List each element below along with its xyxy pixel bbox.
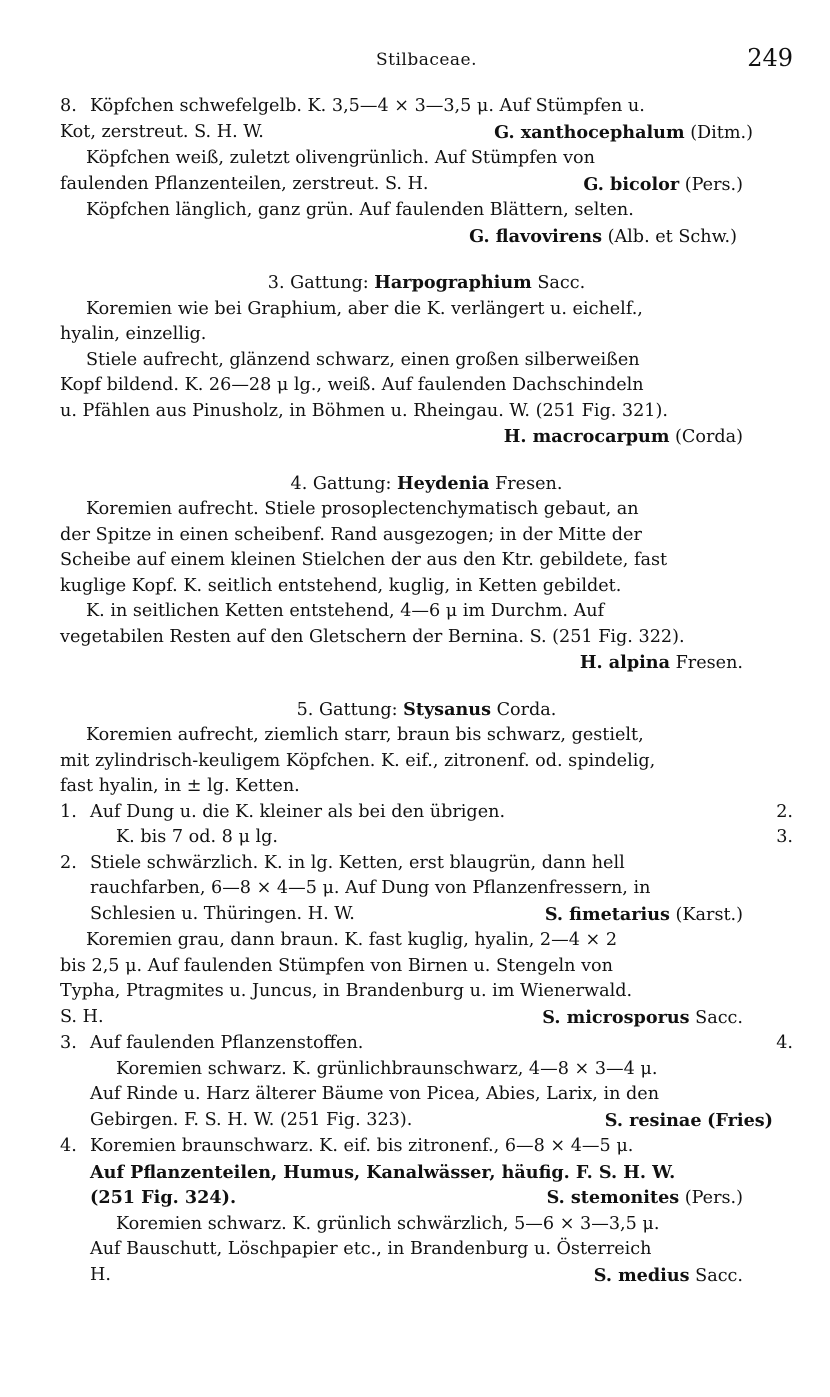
key-entry-2 xyxy=(60,851,793,877)
species-name: G. bicolor xyxy=(583,173,680,195)
locality-text: Kot, zerstreut. S. H. W. xyxy=(60,121,264,142)
locality-text: (251 Fig. 324). xyxy=(90,1187,237,1208)
key-text: K. bis 7 od. 8 μ lg. xyxy=(116,827,278,847)
key-reference: 3. xyxy=(776,827,793,847)
key-text-line: Koremien grau, dann braun. K. fast kuglig, hyalin, 2—4 × 2 xyxy=(86,930,618,950)
key-reference: 4. xyxy=(776,1033,793,1053)
key-text-line: rauchfarben, 6—8 × 4—5 μ. Auf Dung von Pflanzenfressern, in xyxy=(90,878,651,898)
key-text: Auf Dung u. die K. kleiner als bei den übrigen. xyxy=(90,801,506,822)
genus-author: Fresen. xyxy=(495,473,563,494)
species-name-group xyxy=(547,1185,743,1212)
species-line xyxy=(60,1005,793,1032)
running-title: Stilbaceae. xyxy=(375,50,478,70)
species-name: S. resinae xyxy=(604,1109,702,1131)
species-line xyxy=(60,120,793,147)
species-line xyxy=(90,1263,793,1290)
species-author: (Fries) xyxy=(707,1109,773,1131)
key-text-line: Koremien schwarz. K. grünlichbraunschwarz, 4—8 × 3—4 μ. xyxy=(116,1058,658,1079)
genus-description-line: Koremien aufrecht, ziemlich starr, braun bis schwarz, gestielt, xyxy=(86,725,644,745)
species-author: (Ditm.) xyxy=(690,122,753,143)
species-description-line: u. Pfählen aus Pinusholz, in Böhmen u. Rheingau. W. (251 Fig. 321). xyxy=(60,400,668,421)
genus-description-line: hyalin, einzellig. xyxy=(60,324,207,344)
species-name: G. xanthocephalum xyxy=(494,121,685,143)
key-number: 8. xyxy=(60,96,77,116)
genus-description-line: mit zylindrisch-keuligem Köpfchen. K. eif., zitronenf. od. spindelig, xyxy=(60,750,656,771)
key-text: Auf faulenden Pflanzenstoffen. xyxy=(90,1033,364,1053)
key-text-line: Koremien braunschwarz. K. eif. bis zitronenf., 6—8 × 4—5 μ. xyxy=(90,1136,634,1156)
page-number: 249 xyxy=(747,44,793,72)
key-text-line: Koremien schwarz. K. grünlich schwärzlich, 5—6 × 3—3,5 μ. xyxy=(116,1213,660,1234)
species-description-line: vegetabilen Resten auf den Gletschern der Bernina. S. (251 Fig. 322). xyxy=(60,626,685,647)
genus-description-line: Koremien aufrecht. Stiele prosoplectenchymatisch gebaut, an xyxy=(86,499,639,519)
genus-description-line: der Spitze in einen scheibenf. Rand ausgezogen; in der Mitte der xyxy=(60,524,642,545)
key-entry-1b xyxy=(60,825,793,851)
species-line xyxy=(60,172,793,199)
genus-name: Harpographium xyxy=(374,272,532,293)
genus-heading xyxy=(60,270,793,297)
key-text-line: Auf Rinde u. Harz älterer Bäume von Picea, Abies, Larix, in den xyxy=(90,1084,660,1104)
locality-text: S. H. xyxy=(60,1006,104,1027)
species-name-group xyxy=(605,1108,773,1135)
species-name-group xyxy=(594,1263,743,1290)
species-name: S. stemonites xyxy=(546,1187,680,1208)
species-line xyxy=(90,1108,793,1135)
species-name: H. alpina xyxy=(579,652,670,673)
genus-heading xyxy=(60,471,793,498)
genus-heading xyxy=(60,697,793,724)
species-line xyxy=(90,1185,793,1212)
key-text-line: Köpfchen weiß, zuletzt olivengrünlich. Auf Stümpfen von xyxy=(86,148,595,168)
key-text-line: Köpfchen länglich, ganz grün. Auf faulenden Blättern, selten. xyxy=(86,200,634,220)
key-entry-3b xyxy=(60,1057,793,1135)
species-line xyxy=(60,224,737,251)
species-name: S. microsporus xyxy=(542,1006,690,1028)
species-name-group xyxy=(494,120,753,147)
genus-author: Sacc. xyxy=(537,273,586,293)
genus-description-line: Scheibe auf einem kleinen Stielchen der aus den Ktr. gebildete, fast xyxy=(60,550,668,570)
species-name: S. fimetarius xyxy=(544,903,670,925)
locality-text: faulenden Pflanzenteilen, zerstreut. S. H. xyxy=(60,173,429,194)
genus-description-line: fast hyalin, in ± lg. Ketten. xyxy=(60,776,300,796)
key-text-line: Stiele schwärzlich. K. in lg. Ketten, erst blaugrün, dann hell xyxy=(90,852,625,873)
locality-text: Gebirgen. F. S. H. W. (251 Fig. 323). xyxy=(90,1109,413,1130)
key-number: 3. xyxy=(60,1033,77,1053)
genus-heading-prefix: 3. Gattung: xyxy=(267,273,369,293)
species-author: (Pers.) xyxy=(684,174,743,195)
genus-author: Corda. xyxy=(496,699,557,720)
genus-heading-prefix: 4. Gattung: xyxy=(290,473,392,494)
page-body xyxy=(60,94,793,1289)
key-number: 2. xyxy=(60,852,77,873)
species-description-line: Stiele aufrecht, glänzend schwarz, einen großen silberweißen xyxy=(86,349,640,370)
key-text-line: Auf Pflanzenteilen, Humus, Kanalwässer, häufig. F. S. H. W. xyxy=(90,1161,676,1183)
species-author: (Pers.) xyxy=(684,1188,743,1208)
species-author: (Corda) xyxy=(675,427,743,447)
species-name-group xyxy=(583,172,743,199)
key-text-line: Köpfchen schwefelgelb. K. 3,5—4 × 3—3,5 μ. Auf Stümpfen u. xyxy=(90,96,645,116)
key-entry-3 xyxy=(60,1031,793,1057)
species-description-line: Kopf bildend. K. 26—28 μ lg., weiß. Auf faulenden Dachschindeln xyxy=(60,375,644,395)
species-line xyxy=(60,650,743,677)
key-entry-2-cont xyxy=(60,876,793,928)
species-description-line: K. in seitlichen Ketten entstehend, 4—6 μ im Durchm. Auf xyxy=(86,601,605,621)
key-number: 4. xyxy=(60,1136,77,1156)
key-entry-8 xyxy=(60,94,793,120)
key-entry-1 xyxy=(60,800,793,826)
locality-text: Schlesien u. Thüringen. H. W. xyxy=(90,903,355,924)
species-author: (Karst.) xyxy=(675,904,743,925)
locality-text: H. xyxy=(90,1264,111,1285)
genus-description-line: Koremien wie bei Graphium, aber die K. verlängert u. eichelf., xyxy=(86,298,643,319)
species-line xyxy=(90,902,793,929)
key-text-line: Auf Bauschutt, Löschpapier etc., in Brandenburg u. Österreich xyxy=(90,1239,652,1259)
genus-description-line: kuglige Kopf. K. seitlich entstehend, kuglig, in Ketten gebildet. xyxy=(60,575,622,596)
species-name-group xyxy=(545,902,743,929)
key-number: 1. xyxy=(60,801,77,822)
key-entry-4 xyxy=(60,1134,793,1289)
key-reference: 2. xyxy=(776,801,793,822)
genus-heading-prefix: 5. Gattung: xyxy=(296,699,398,720)
species-name: H. macrocarpum xyxy=(503,426,670,447)
genus-name: Heydenia xyxy=(397,472,490,494)
species-name: G. flavovirens xyxy=(469,225,603,247)
species-name-group xyxy=(542,1005,743,1032)
key-text-line: bis 2,5 μ. Auf faulenden Stümpfen von Birnen u. Stengeln von xyxy=(60,955,613,976)
species-author: Fresen. xyxy=(675,653,743,673)
key-text-line: Typha, Ptragmites u. Juncus, in Brandenburg u. im Wienerwald. xyxy=(60,981,633,1001)
running-header xyxy=(60,44,793,80)
species-author: Sacc. xyxy=(695,1007,743,1028)
species-name: S. medius xyxy=(593,1264,690,1286)
species-author: (Alb. et Schw.) xyxy=(607,226,737,247)
species-author: Sacc. xyxy=(695,1265,743,1286)
species-line xyxy=(60,424,743,451)
genus-name: Stysanus xyxy=(403,698,491,720)
